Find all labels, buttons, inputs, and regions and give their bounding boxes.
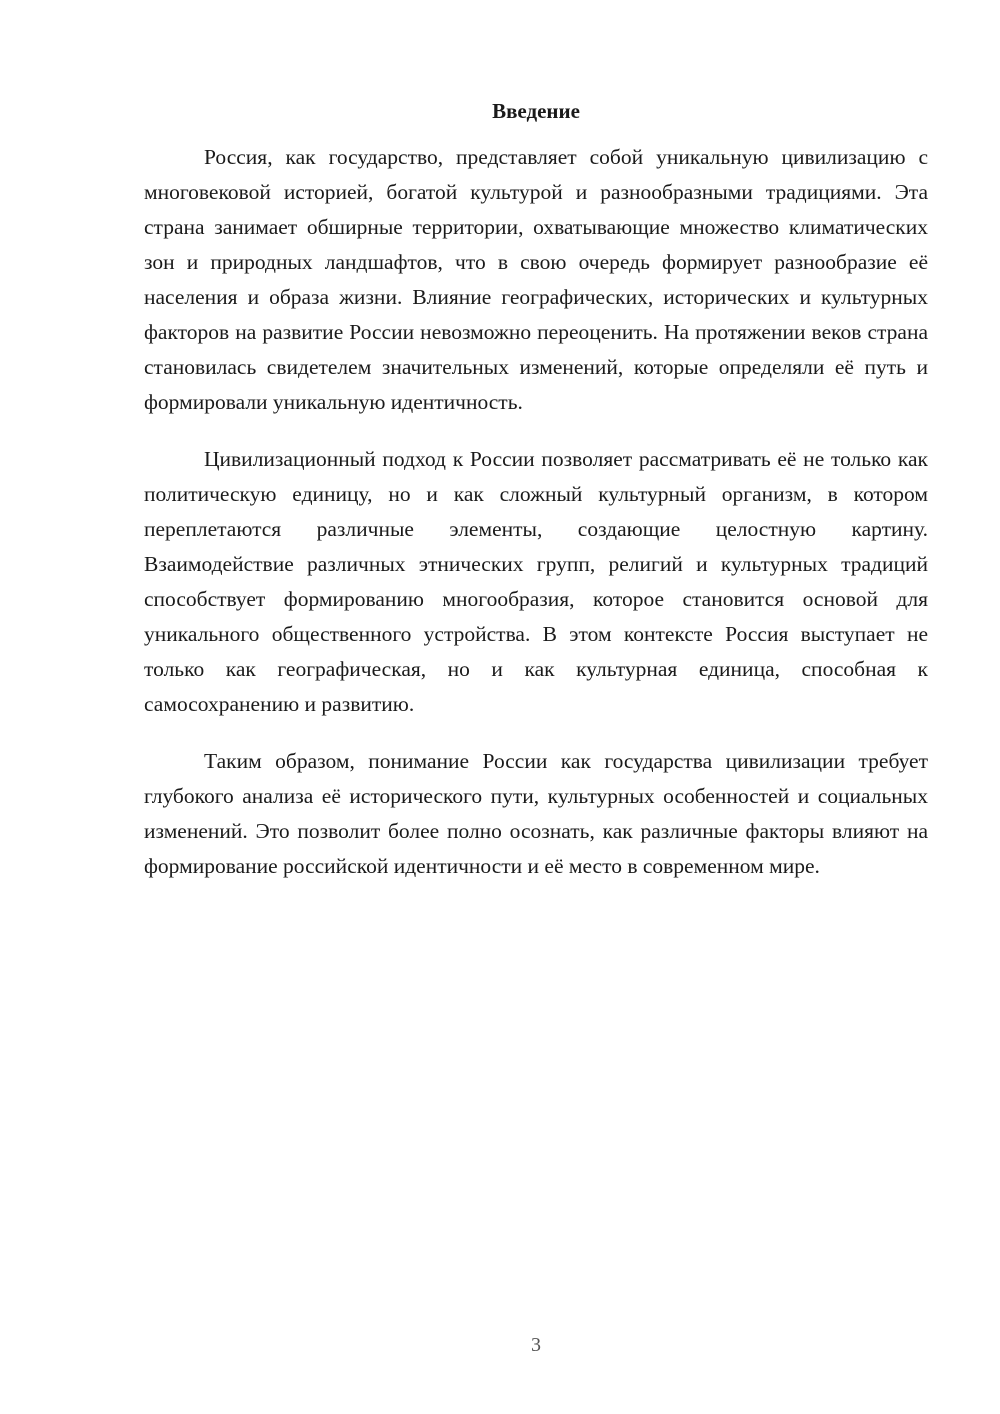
section-heading: Введение	[492, 99, 580, 123]
document-page	[144, 95, 928, 884]
paragraph-1: Россия, как государство, представляет собой уникальную цивилизацию с многовековой историей, богатой культурой и разнообразными традициями. Эта страна занимает обширные территории, охватывающие множество климатических зон и природных ландшафтов, что в свою очередь формирует разнообразие её населения и образа жизни. Влияние географических, исторических и культурных факторов на развитие России невозможно переоценить. На протяжении веков страна становилась свидетелем значительных изменений, которые определяли её путь и формировали уникальную идентичность.	[144, 145, 928, 414]
paragraph-3: Таким образом, понимание России как государства цивилизации требует глубокого анализа её исторического пути, культурных особенностей и социальных изменений. Это позволит более полно осознать, как различные факторы влияют на формирование российской идентичности и её место в современном мире.	[144, 749, 928, 878]
page-number: 3	[531, 1334, 541, 1356]
paragraph-2: Цивилизационный подход к России позволяет рассматривать её не только как политическую единицу, но и как сложный культурный организм, в котором переплетаются различные элементы, создающие целостную картину. Взаимодействие различных этнических групп, религий и культурных традиций способствует формированию многообразия, которое становится основой для уникального общественного устройства. В этом контексте Россия выступает не только как географическая, но и как культурная единица, способная к самосохранению и развитию.	[144, 447, 928, 716]
